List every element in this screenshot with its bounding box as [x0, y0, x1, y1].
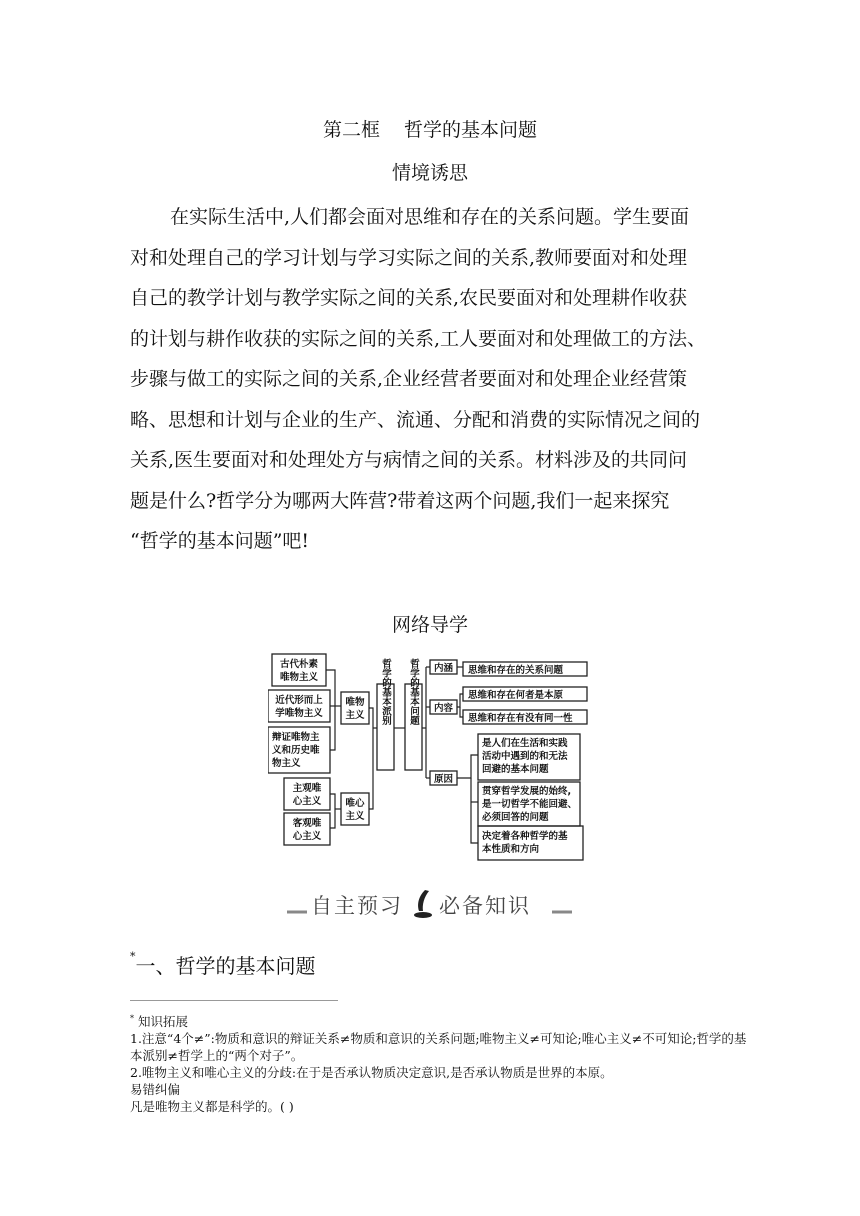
- leaf-reason-2-l2: 是一切哲学不能回避、: [482, 799, 578, 810]
- leaf-reason-2-l3: 必须回答的问题: [482, 812, 549, 823]
- scenario-paragraph: [130, 197, 740, 562]
- node-metaphysical-materialism-l2: 学唯物主义: [275, 708, 323, 719]
- section-heading-network: 网络导学: [391, 614, 468, 636]
- branch-content: 内容: [433, 703, 454, 714]
- node-basic-question: 哲学的基本问题: [408, 658, 419, 726]
- node-metaphysical-materialism-l1: 近代形而上: [275, 695, 323, 706]
- preview-banner: [287, 887, 572, 923]
- paragraph-line: 对和处理自己的学习计划与学习实际之间的关系,教师要面对和处理: [130, 246, 688, 269]
- node-idealism-l1: 唯心: [345, 798, 365, 809]
- banner-left-text: 自主预习: [311, 894, 403, 918]
- node-dialectical-materialism-l3: 物主义: [272, 758, 301, 769]
- node-subjective-idealism-l1: 主观唯: [292, 783, 322, 794]
- leaf-content-identity: 思维和存在有没有同一性: [468, 713, 573, 724]
- paragraph-line: 自己的教学计划与教学实际之间的关系,农民要面对和处理耕作收获: [130, 287, 688, 309]
- node-objective-idealism-l2: 心主义: [292, 831, 322, 842]
- paragraph-line: 步骤与做工的实际之间的关系,企业经营者要面对和处理企业经营策: [130, 368, 688, 390]
- paragraph-line: 在实际生活中,人们都会面对思维和存在的关系问题。学生要面: [170, 206, 690, 228]
- node-idealism-l2: 主义: [345, 811, 365, 822]
- title-part-b: 哲学的基本问题: [404, 119, 538, 141]
- footnote-title: 知识拓展: [137, 1014, 188, 1030]
- leaf-reason-3-l2: 本性质和方向: [482, 844, 540, 855]
- leaf-reason-1-l1: 是人们在生活和实践: [482, 738, 568, 749]
- paragraph-line: 关系,医生要面对和处理处方与病情之间的关系。材料涉及的共同问: [130, 449, 688, 471]
- footnote-question: 凡是唯物主义都是科学的。( ): [130, 1099, 294, 1115]
- node-ancient-materialism-l2: 唯物主义: [279, 672, 319, 683]
- paragraph-line: 略、思想和计划与企业的生产、流通、分配和消费的实际情况之间的: [130, 408, 701, 431]
- banner-right-text: 必备知识: [439, 894, 531, 918]
- leaf-content-origin: 思维和存在何者是本原: [468, 690, 564, 701]
- node-materialism-l2: 主义: [345, 710, 365, 721]
- title-part-a: 第二框: [322, 119, 380, 141]
- leaf-connotation: 思维和存在的关系问题: [468, 665, 564, 676]
- footnote-item-2: 2.唯物主义和唯心主义的分歧:在于是否承认物质决定意识,是否承认物质是世界的本原。: [130, 1065, 613, 1081]
- section-heading-basic-question: [130, 950, 316, 979]
- node-objective-idealism-l1: 客观唯: [292, 818, 322, 829]
- paragraph-line: 的计划与耕作收获的实际之间的关系,工人要面对和处理做工的方法、: [130, 327, 707, 350]
- concept-map-diagram: [268, 650, 593, 865]
- footnote-item-1: 1.注意“4个≠”:物质和意识的辩证关系≠物质和意识的关系问题;唯物主义≠可知论;唯心主义≠不可知论;哲学的基本派别≠哲学上的“两个对子”。: [130, 1031, 747, 1064]
- page-title: [0, 115, 860, 142]
- footnote-divider: [130, 1000, 338, 1001]
- footnote-subtitle: 易错纠偏: [130, 1082, 181, 1098]
- footnotes: [130, 1010, 750, 1115]
- leaf-reason-2-l1: 贯穿哲学发展的始终,: [482, 786, 572, 797]
- branch-reason: 原因: [433, 774, 454, 785]
- leaf-reason-1-l2: 活动中遇到的和无法: [482, 751, 568, 762]
- footnote-mark: *: [130, 1014, 134, 1023]
- node-basic-factions: 哲学的基本派别: [380, 658, 391, 726]
- paragraph-line: “哲学的基本问题”吧!: [130, 530, 310, 552]
- node-dialectical-materialism-l1: 辩证唯物主: [272, 732, 320, 743]
- node-materialism-l1: 唯物: [345, 697, 365, 708]
- node-subjective-idealism-l2: 心主义: [292, 796, 322, 807]
- leaf-reason-1-l3: 回避的基本问题: [482, 764, 549, 775]
- section-heading-scenario: 情境诱思: [391, 162, 468, 184]
- heading-text: 一、哲学的基本问题: [135, 954, 316, 978]
- leaf-reason-3-l1: 决定着各种哲学的基: [482, 831, 568, 842]
- branch-connotation: 内涵: [433, 663, 454, 674]
- node-ancient-materialism-l1: 古代朴素: [279, 659, 319, 670]
- node-dialectical-materialism-l2: 义和历史唯: [272, 745, 320, 756]
- paragraph-line: 题是什么?哲学分为哪两大阵营?带着这两个问题,我们一起来探究: [130, 489, 670, 512]
- heading-footnote-mark: *: [130, 950, 136, 963]
